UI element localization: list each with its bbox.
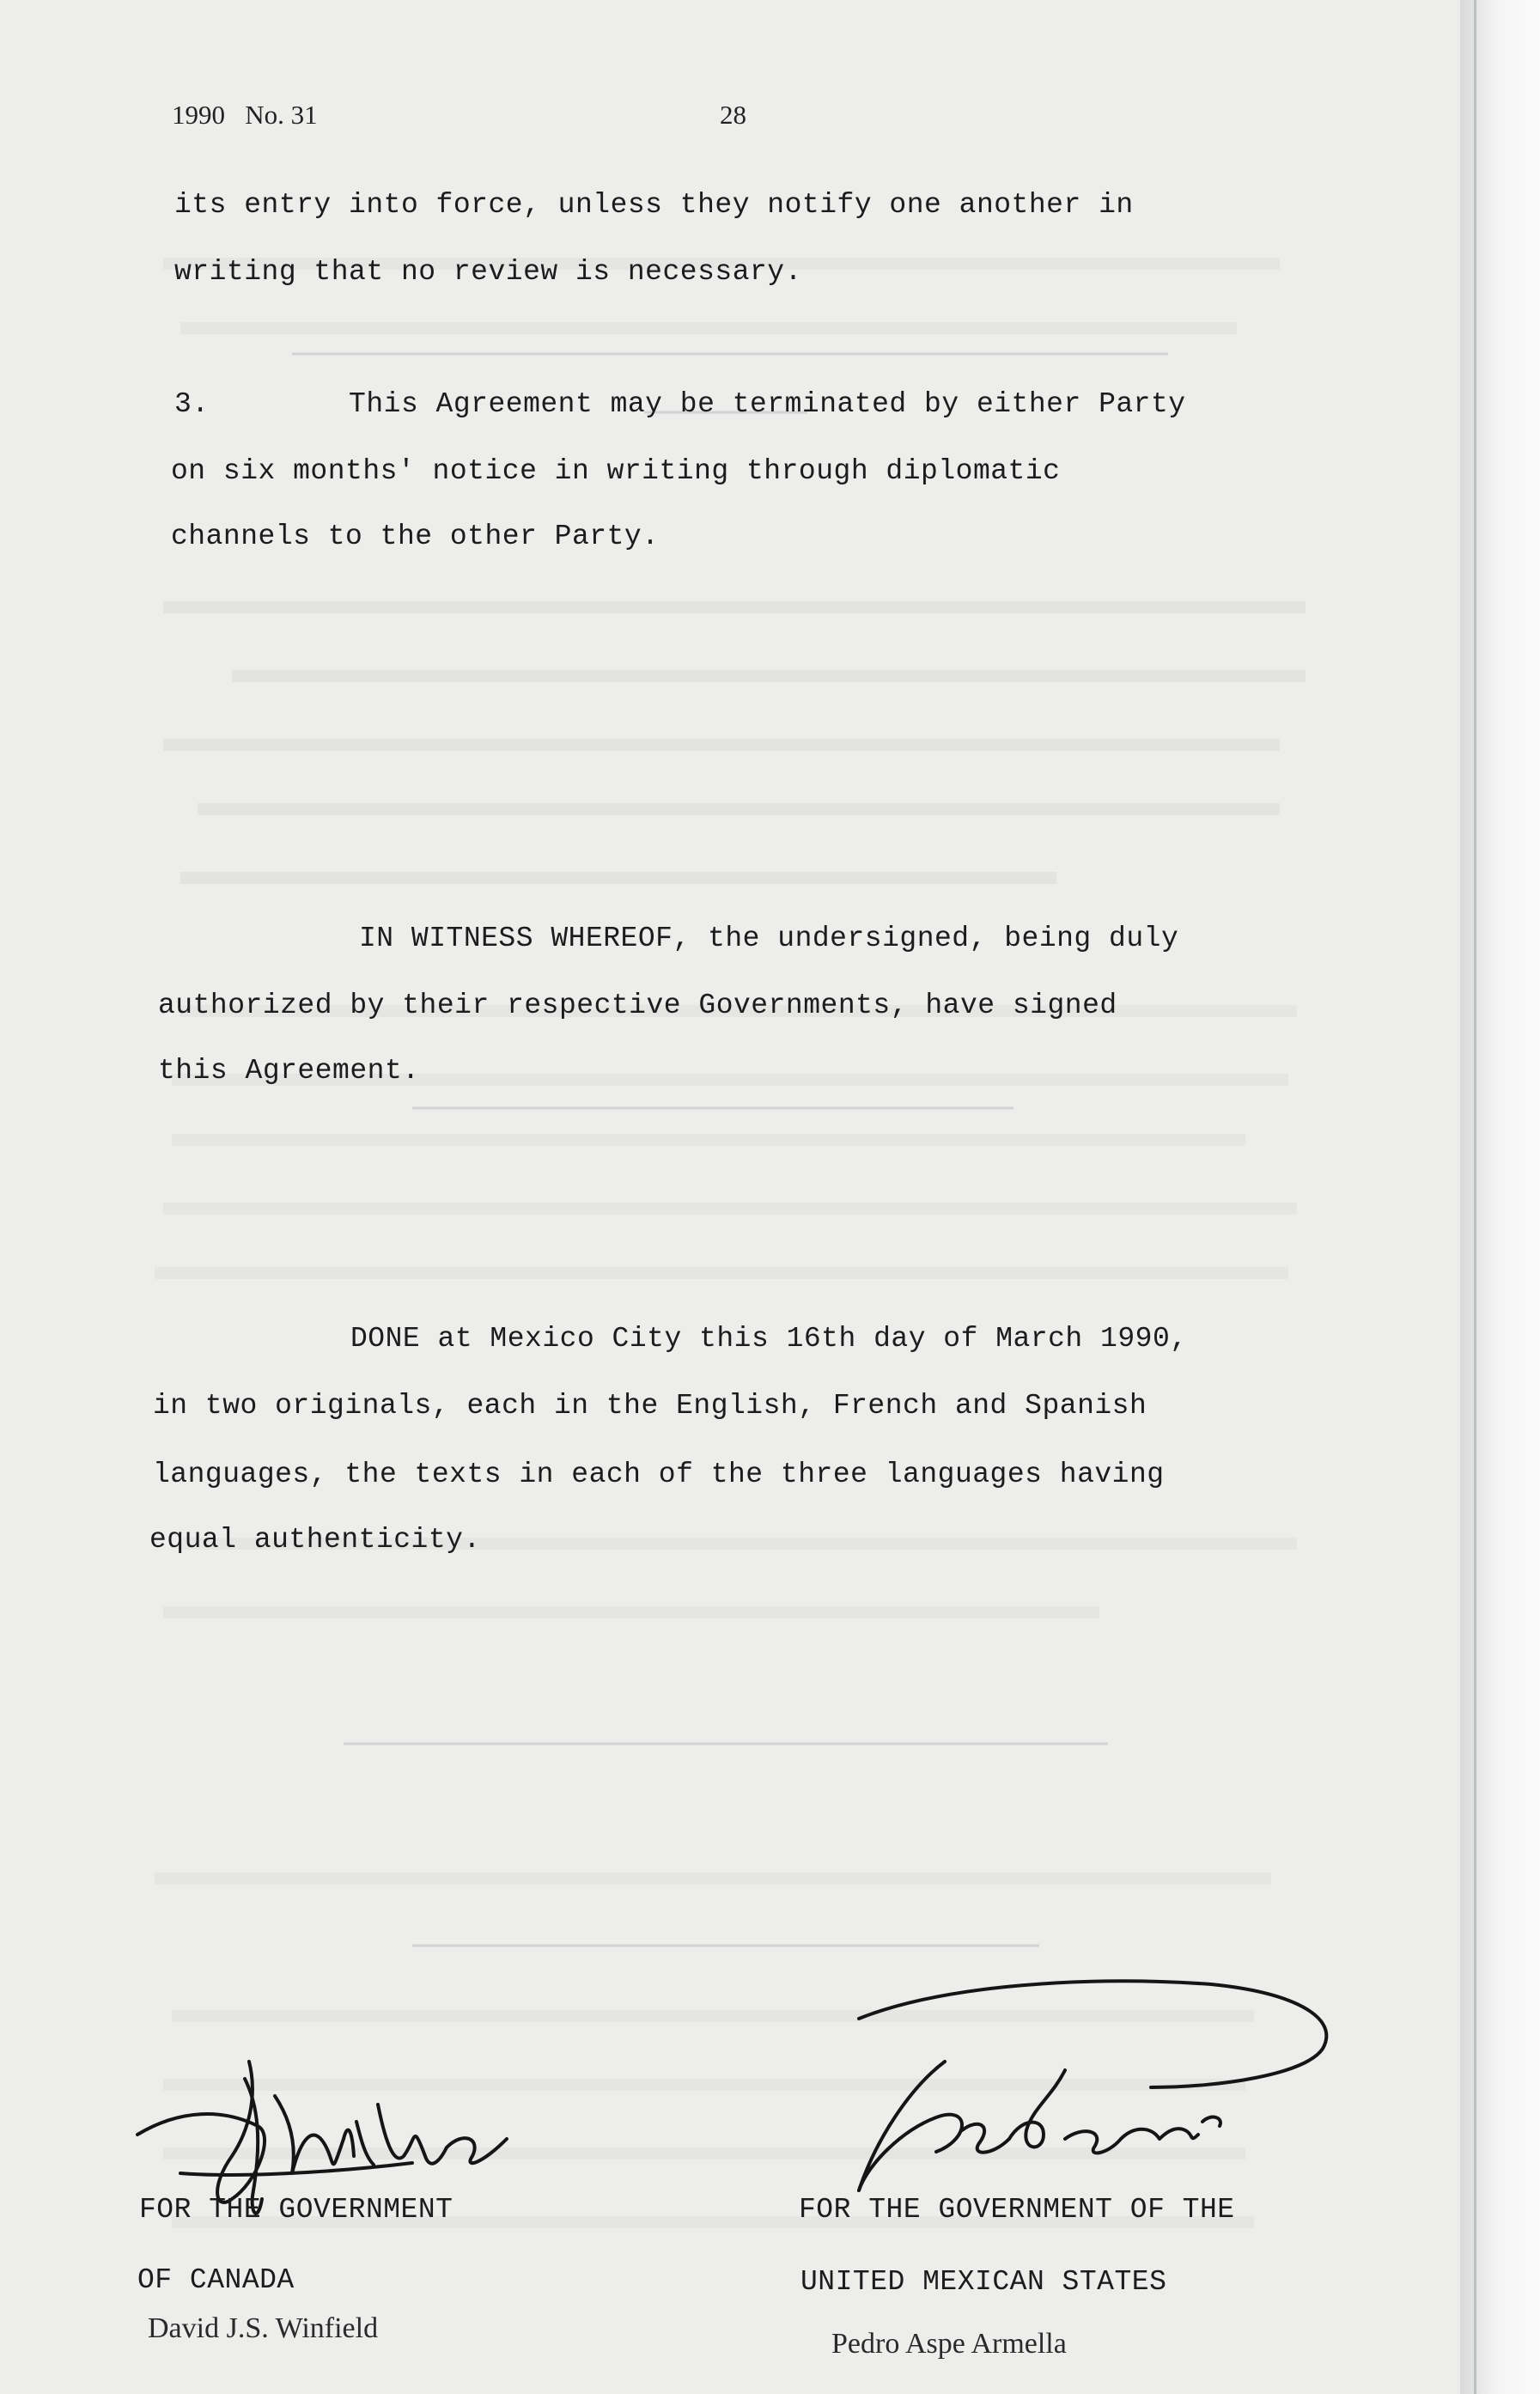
body-line-4: on six months' notice in writing through diplomatic xyxy=(171,455,1061,487)
aspe-signature xyxy=(807,1967,1374,2225)
body-line-8: this Agreement. xyxy=(158,1055,420,1087)
header-year-number: 1990 No. 31 xyxy=(172,100,318,130)
binding-gutter xyxy=(1460,0,1540,2394)
body-line-9: DONE at Mexico City this 16th day of March 1990, xyxy=(350,1323,1188,1355)
body-line-11: languages, the texts in each of the three languages having xyxy=(153,1459,1165,1490)
header-page-number: 28 xyxy=(720,100,746,130)
body-line-7: authorized by their respective Governments, have signed xyxy=(158,990,1117,1021)
page-edge-line xyxy=(1474,0,1476,2394)
body-line-6: IN WITNESS WHEREOF, the undersigned, being duly xyxy=(359,923,1179,954)
mexico-signatory-name: Pedro Aspe Armella xyxy=(831,2328,1067,2360)
mexico-signatory-line2: UNITED MEXICAN STATES xyxy=(800,2266,1167,2298)
body-line-3: 3. This Agreement may be terminated by either Party xyxy=(174,388,1186,420)
body-line-12: equal authenticity. xyxy=(149,1524,481,1556)
body-line-10: in two originals, each in the English, French and Spanish xyxy=(153,1390,1147,1422)
body-line-5: channels to the other Party. xyxy=(171,521,660,552)
canada-signatory-line2: OF CANADA xyxy=(137,2264,295,2296)
canada-signatory-name: David J.S. Winfield xyxy=(148,2312,379,2344)
mexico-signatory-line1: FOR THE GOVERNMENT OF THE xyxy=(799,2194,1235,2226)
body-line-2: writing that no review is necessary. xyxy=(174,256,802,288)
body-line-1: its entry into force, unless they notify one another in xyxy=(174,189,1134,221)
canada-signatory-line1: FOR THE GOVERNMENT xyxy=(139,2194,453,2226)
